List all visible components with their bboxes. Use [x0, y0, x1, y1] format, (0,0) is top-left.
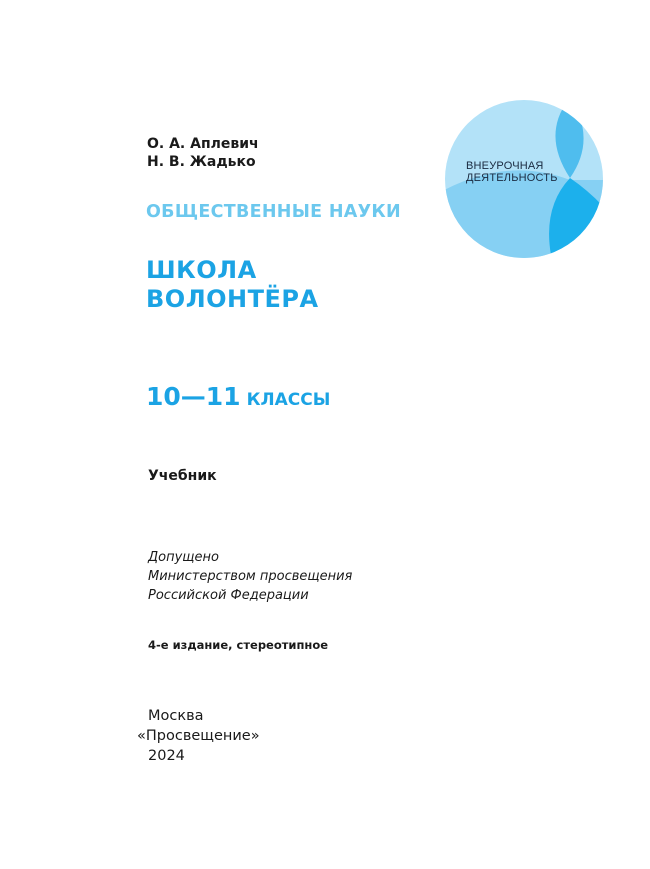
title-line-1: ШКОЛА [146, 256, 257, 284]
author-2: Н. В. Жадько [147, 154, 256, 170]
grades [146, 382, 330, 411]
grades-word: КЛАССЫ [246, 390, 331, 410]
badge-label [466, 160, 558, 184]
approval-statement [148, 548, 352, 605]
imprint-city: Москва [148, 708, 204, 724]
subject-heading: ОБЩЕСТВЕННЫЕ НАУКИ [146, 202, 401, 222]
grades-number: 10—11 [146, 382, 241, 411]
author-1: О. А. Аплевич [147, 136, 259, 152]
badge-line-1: ВНЕУРОЧНАЯ [466, 160, 544, 172]
badge-line-2: ДЕЯТЕЛЬНОСТЬ [466, 172, 558, 184]
approval-line-1: Допущено [148, 550, 219, 565]
book-title [146, 256, 319, 314]
title-line-2: ВОЛОНТЁРА [146, 285, 319, 313]
edition-note: 4-е издание, стереотипное [148, 638, 329, 652]
book-kind: Учебник [148, 468, 217, 484]
imprint [137, 706, 260, 766]
imprint-year: 2024 [148, 748, 185, 764]
imprint-publisher: «Просвещение» [137, 728, 260, 744]
approval-line-3: Российской Федерации [148, 588, 309, 603]
authors [147, 135, 259, 171]
approval-line-2: Министерством просвещения [148, 569, 353, 584]
